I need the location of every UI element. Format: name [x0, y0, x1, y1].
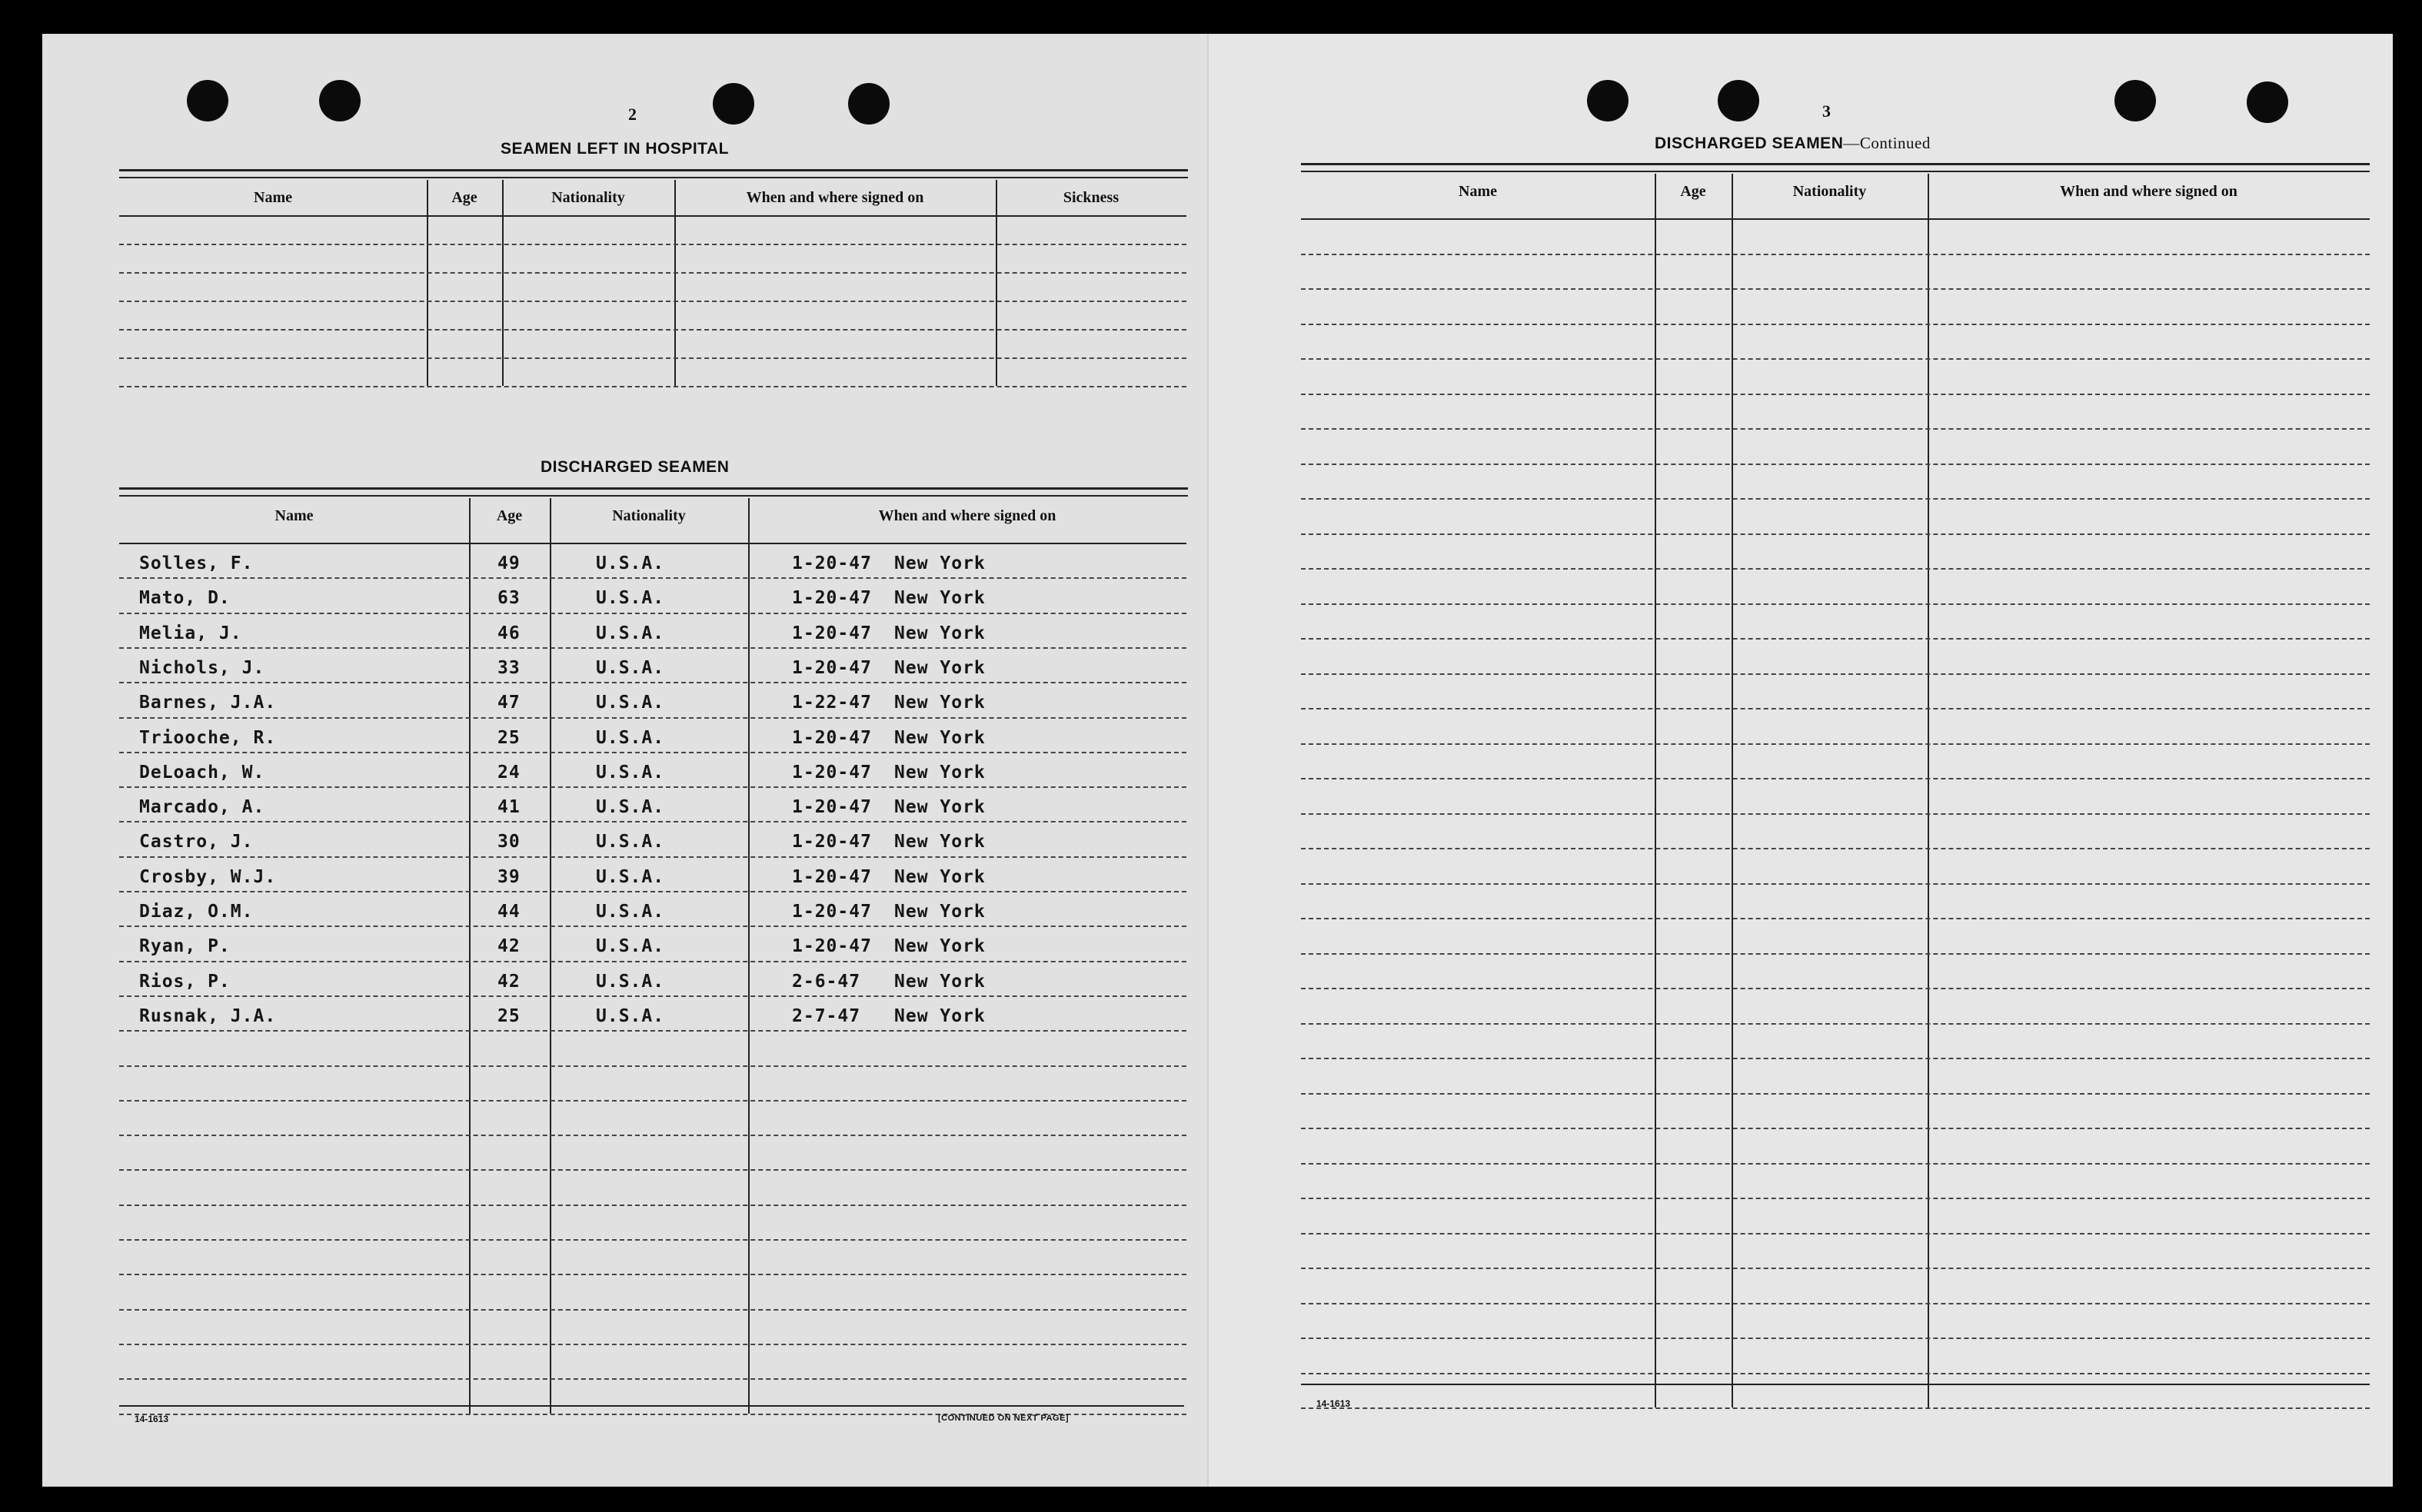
signed-on-place: New York [894, 623, 986, 643]
signed-on-place: New York [894, 832, 986, 852]
seaman-nationality: U.S.A. [596, 971, 665, 992]
seaman-nationality: U.S.A. [596, 902, 665, 922]
row-line [119, 995, 1186, 997]
signed-on-date: 2-6-47 [792, 971, 861, 992]
row-line [1301, 254, 2370, 255]
row-line [1301, 428, 2370, 430]
signed-on-place: New York [894, 936, 986, 957]
row-line [119, 891, 1186, 892]
row-line [1301, 813, 2370, 815]
signed-on-place: New York [894, 971, 986, 992]
seaman-name: Diaz, O.M. [139, 902, 254, 922]
row-line [119, 1239, 1186, 1241]
row-line [119, 1030, 1186, 1032]
seaman-name: Mato, D. [139, 588, 231, 609]
row-line [1301, 603, 2370, 605]
row-line [119, 786, 1186, 788]
row-line [1301, 848, 2370, 849]
seaman-nationality: U.S.A. [596, 832, 665, 852]
row-line [1301, 1338, 2370, 1339]
column-divider [550, 498, 551, 1414]
signed-on-date: 1-22-47 [792, 693, 872, 713]
seaman-nationality: U.S.A. [596, 866, 665, 887]
signed-on-place: New York [894, 797, 986, 818]
row-line [1301, 288, 2370, 290]
column-header-name: Name [274, 507, 314, 524]
seaman-name: Marcado, A. [139, 797, 265, 818]
signed-on-date: 1-20-47 [792, 623, 872, 643]
continued-note: [CONTINUED ON NEXT PAGE] [938, 1414, 1070, 1423]
page-number: 2 [628, 105, 637, 124]
punch-hole [187, 80, 228, 121]
row-line [119, 613, 1186, 614]
row-line [1301, 1023, 2370, 1025]
row-line [119, 682, 1186, 683]
seaman-name: Melia, J. [139, 623, 242, 643]
seaman-nationality: U.S.A. [596, 588, 665, 609]
header-rule [1301, 218, 2370, 220]
row-line [1301, 568, 2370, 570]
row-line [1301, 1303, 2370, 1304]
form-number: 14-1613 [135, 1414, 169, 1424]
seaman-age: 39 [497, 866, 521, 887]
seaman-nationality: U.S.A. [596, 657, 665, 678]
column-header-sickness: Sickness [1063, 189, 1120, 206]
seaman-age: 49 [497, 553, 521, 573]
row-line [1301, 1058, 2370, 1059]
seaman-age: 63 [497, 588, 521, 609]
signed-on-place: New York [894, 902, 986, 922]
column-divider [469, 498, 471, 1414]
seaman-age: 41 [497, 797, 521, 818]
header-rule [119, 543, 1186, 544]
seaman-age: 47 [497, 693, 521, 713]
form-number: 14-1613 [1316, 1398, 1351, 1409]
row-line [119, 272, 1186, 274]
column-divider [996, 180, 997, 386]
row-line [119, 1274, 1186, 1275]
signed-on-date: 1-20-47 [792, 936, 872, 957]
row-line [119, 301, 1186, 302]
signed-on-place: New York [894, 866, 986, 887]
column-header-nationality: Nationality [612, 507, 686, 524]
signed-on-place: New York [894, 1005, 986, 1026]
punch-hole [713, 83, 754, 125]
punch-hole [2247, 81, 2288, 123]
column-divider [748, 498, 750, 1414]
signed-on-place: New York [894, 693, 986, 713]
column-header-age: Age [1680, 183, 1706, 200]
row-line [119, 1100, 1186, 1102]
row-line [1301, 1407, 2370, 1409]
seaman-age: 42 [497, 971, 521, 992]
signed-on-date: 1-20-47 [792, 902, 872, 922]
column-divider [427, 180, 428, 386]
row-line [1301, 1093, 2370, 1095]
seaman-name: Ryan, P. [139, 936, 231, 957]
row-line [119, 1378, 1186, 1380]
row-line [1301, 918, 2370, 919]
seaman-nationality: U.S.A. [596, 936, 665, 957]
row-line [1301, 1198, 2370, 1199]
signed-on-date: 1-20-47 [792, 657, 872, 678]
row-line [119, 329, 1186, 331]
header-rule [119, 215, 1186, 217]
row-line [119, 1065, 1186, 1067]
row-line [119, 647, 1186, 649]
row-line [1301, 533, 2370, 535]
seaman-nationality: U.S.A. [596, 727, 665, 748]
page-number: 3 [1822, 101, 1831, 121]
signed-on-place: New York [894, 727, 986, 748]
seaman-age: 44 [497, 902, 521, 922]
row-line [119, 1205, 1186, 1206]
row-line [1301, 1163, 2370, 1165]
seaman-nationality: U.S.A. [596, 1005, 665, 1026]
signed-on-date: 1-20-47 [792, 588, 872, 609]
row-line [1301, 673, 2370, 675]
row-line [1301, 498, 2370, 500]
row-line [119, 1309, 1186, 1311]
seaman-nationality: U.S.A. [596, 762, 665, 783]
row-line [119, 821, 1186, 822]
signed-on-date: 2-7-47 [792, 1005, 861, 1026]
seaman-nationality: U.S.A. [596, 693, 665, 713]
row-line [1301, 883, 2370, 885]
signed-on-date: 1-20-47 [792, 553, 872, 573]
row-line [119, 752, 1186, 753]
column-header-signed-on: When and where signed on [2060, 183, 2237, 200]
seaman-age: 25 [497, 1005, 521, 1026]
seaman-name: Triooche, R. [139, 727, 277, 748]
punch-hole [1587, 80, 1629, 121]
seaman-nationality: U.S.A. [596, 623, 665, 643]
row-line [1301, 358, 2370, 360]
seaman-name: Rios, P. [139, 971, 231, 992]
signed-on-place: New York [894, 762, 986, 783]
column-divider [674, 180, 676, 386]
seaman-name: Barnes, J.A. [139, 693, 277, 713]
column-header-signed-on: When and where signed on [878, 507, 1056, 524]
seaman-age: 30 [497, 832, 521, 852]
left-page [42, 34, 1207, 1487]
row-line [119, 1169, 1186, 1171]
signed-on-date: 1-20-47 [792, 832, 872, 852]
signed-on-place: New York [894, 588, 986, 609]
column-header-name: Name [254, 189, 292, 206]
signed-on-place: New York [894, 553, 986, 573]
seaman-name: Castro, J. [139, 832, 254, 852]
row-line [1301, 1268, 2370, 1269]
discharged-continued-title [1655, 134, 1931, 153]
column-header-nationality: Nationality [551, 189, 625, 206]
row-line [1301, 464, 2370, 465]
signed-on-date: 1-20-47 [792, 727, 872, 748]
row-line [119, 961, 1186, 962]
row-line [119, 357, 1186, 359]
seaman-age: 24 [497, 762, 521, 783]
punch-hole [2114, 80, 2156, 121]
row-line [1301, 324, 2370, 325]
row-line [119, 925, 1186, 927]
column-header-nationality: Nationality [1792, 183, 1867, 200]
seaman-name: Nichols, J. [139, 657, 265, 678]
row-line [1301, 638, 2370, 640]
right-page [1207, 34, 2393, 1487]
seaman-age: 46 [497, 623, 521, 643]
title-suffix: —Continued [1843, 134, 1931, 152]
seaman-nationality: U.S.A. [596, 797, 665, 818]
row-line [1301, 708, 2370, 709]
signed-on-date: 1-20-47 [792, 762, 872, 783]
signed-on-date: 1-20-47 [792, 866, 872, 887]
row-line [1301, 988, 2370, 989]
row-line [119, 244, 1186, 245]
discharged-section-title: DISCHARGED SEAMEN [541, 458, 730, 476]
seaman-name: Rusnak, J.A. [139, 1005, 277, 1026]
seaman-name: Solles, F. [139, 553, 254, 573]
row-line [1301, 394, 2370, 395]
row-line [119, 717, 1186, 719]
column-header-signed-on: When and where signed on [746, 189, 924, 206]
column-divider [502, 180, 504, 386]
row-line [1301, 743, 2370, 745]
title-main: DISCHARGED SEAMEN [1655, 135, 1844, 152]
signed-on-date: 1-20-47 [792, 797, 872, 818]
row-line [1301, 1233, 2370, 1235]
seaman-age: 25 [497, 727, 521, 748]
punch-hole [319, 80, 361, 121]
seaman-name: DeLoach, W. [139, 762, 265, 783]
seaman-name: Crosby, W.J. [139, 866, 277, 887]
row-line [119, 1135, 1186, 1136]
signed-on-place: New York [894, 657, 986, 678]
seaman-nationality: U.S.A. [596, 553, 665, 573]
column-header-age: Age [496, 507, 523, 524]
row-line [119, 1344, 1186, 1345]
row-line [1301, 1373, 2370, 1374]
row-line [1301, 953, 2370, 955]
row-line [119, 856, 1186, 858]
hospital-section-title: SEAMEN LEFT IN HOSPITAL [501, 140, 729, 158]
column-header-age: Age [451, 189, 477, 206]
row-line [119, 577, 1186, 579]
column-header-name: Name [1459, 183, 1497, 200]
punch-hole [848, 83, 890, 125]
row-line [1301, 778, 2370, 779]
row-line [119, 386, 1186, 387]
seaman-age: 33 [497, 657, 521, 678]
row-line [1301, 1128, 2370, 1129]
seaman-age: 42 [497, 936, 521, 957]
punch-hole [1718, 80, 1759, 121]
